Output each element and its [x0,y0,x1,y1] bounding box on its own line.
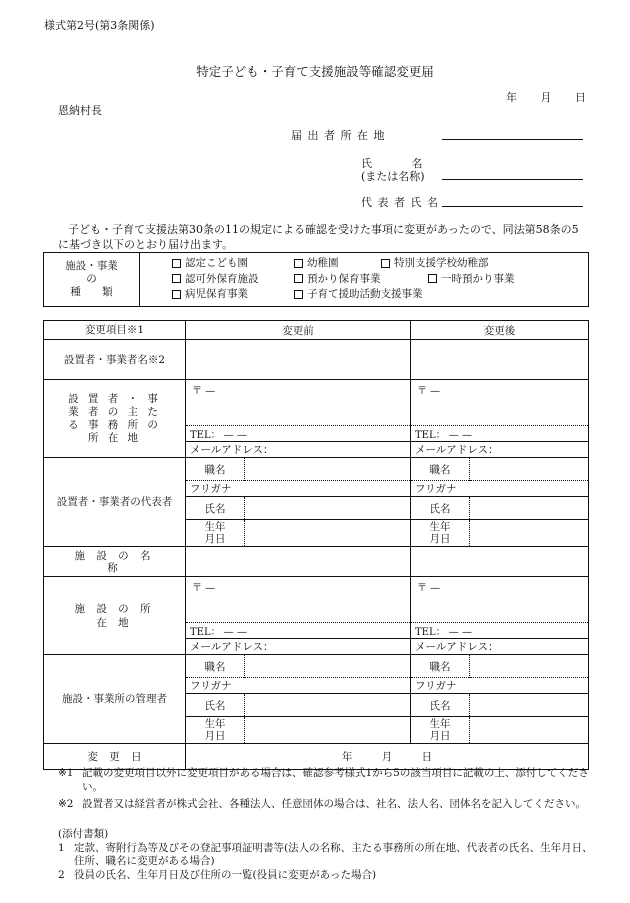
dob-label-1: 生年 [204,521,226,533]
postal-code-field[interactable]: 〒 — [192,583,216,594]
option-tokubetsu-shien[interactable] [381,256,489,272]
representative-before[interactable] [186,458,411,547]
checkbox-icon[interactable] [172,274,181,283]
change-date-field[interactable]: 年 月 日 [186,744,589,770]
option-ichiji-azukari[interactable] [428,272,515,288]
dob-label-2: 月日 [429,533,451,545]
operator-name-after[interactable] [411,340,589,380]
manager-after[interactable] [411,655,589,744]
note-text: 記載の変更項目以外に変更項目がある場合は、確認参考様式1から5の該当項目に記載の上、添付してください。 [82,767,589,793]
name-field[interactable] [245,497,411,520]
option-byouji-hoiku[interactable] [172,287,294,303]
email-field[interactable]: メールアドレス： [411,442,588,458]
option-label: 幼稚園 [307,257,339,269]
name-field[interactable] [470,694,589,717]
dob-field[interactable] [470,717,589,744]
postal-code-field[interactable]: 〒 — [417,386,441,397]
dob-label [411,520,470,547]
representative-field[interactable] [442,206,583,207]
option-label: 病児保育事業 [185,288,248,300]
filer-address-label: 届 出 者 所 在 地 [291,129,386,142]
manager-before[interactable] [186,655,411,744]
note-2 [58,797,598,811]
facility-name-before[interactable] [186,547,411,577]
facility-type-label-2: の [86,272,97,285]
facility-type-table [43,252,589,307]
title-field[interactable] [245,458,411,481]
facility-type-label-1: 施設・事業 [65,259,118,272]
option-label: 認可外保育施設 [185,272,259,285]
dob-label-1: 生年 [429,521,451,533]
name-field[interactable] [470,497,589,520]
dob-field[interactable] [470,520,589,547]
attachment-number: 1 [58,841,65,854]
tel-field[interactable]: TEL： — — [186,623,410,639]
attachment-number: 2 [58,868,65,881]
dob-field[interactable] [245,520,411,547]
dob-label-2: 月日 [429,730,451,742]
note-text: 設置者又は経営者が株式会社、各種法人、任意団体の場合は、社名、法人名、団体名を記入してください。 [82,798,586,810]
note-marker: ※2 [58,798,74,810]
option-label: 預かり保育事業 [307,272,381,285]
option-azukari-hoiku[interactable] [294,272,428,288]
kana-label: フリガナ [411,481,470,497]
facility-address-after[interactable] [411,577,589,655]
filer-name-sublabel: (または名称) [361,170,425,183]
checkbox-icon[interactable] [172,259,181,268]
title-label: 職名 [186,655,245,678]
option-youchien[interactable] [294,256,381,272]
dob-label [186,520,245,547]
tel-field[interactable]: TEL： — — [411,426,588,442]
notes [58,766,598,814]
facility-type-options [140,253,589,307]
option-label: 認定こども園 [185,257,248,269]
title-field[interactable] [245,655,411,678]
note-1 [58,766,598,794]
name-label: 氏名 [411,694,470,717]
attachment-text: 役員の氏名、生年月日及び住所の一覧(役員に変更があった場合) [74,868,377,881]
row-label-operator-name: 設置者・事業者名※2 [44,340,186,380]
filer-address-field[interactable] [442,139,583,140]
row-label-representative: 設置者・事業者の代表者 [44,458,186,547]
option-nintei-kodomoen[interactable] [172,256,294,272]
submission-date[interactable]: 年 月 日 [506,91,586,104]
facility-type-label [44,253,140,307]
option-kosodate-enjo[interactable] [294,287,423,303]
checkbox-icon[interactable] [294,274,303,283]
checkbox-icon[interactable] [381,259,390,268]
attachment-item-2 [58,869,603,883]
facility-address-before[interactable] [186,577,411,655]
dob-label-1: 生年 [429,718,451,730]
office-address-before[interactable] [186,380,411,458]
row-label-office-address: 設 置 者 ・ 事 業 者 の 主 た る 事 務 所 の 所 在 地 [44,380,186,458]
name-label: 氏名 [411,497,470,520]
option-label: 一時預かり事業 [441,272,515,285]
kana-label: フリガナ [186,481,245,497]
dob-field[interactable] [245,717,411,744]
form-number: 様式第2号(第3条関係) [44,19,155,32]
kana-field[interactable] [470,481,589,497]
kana-field[interactable] [245,678,411,694]
kana-label: フリガナ [186,678,245,694]
lead-text: 子ども・子育て支援法第30条の11の規定による確認を受けた事項に変更があったので、同法第58条の5に基づき以下のとおり届け出ます。 [58,223,579,251]
header-change-item: 変更項目※1 [44,321,186,340]
kana-field[interactable] [470,678,589,694]
email-field[interactable]: メールアドレス： [186,639,410,655]
row-label-facility-address: 施 設 の 所 在 地 [44,577,186,655]
kana-label: フリガナ [411,678,470,694]
note-marker: ※1 [58,767,74,779]
title-label: 職名 [411,458,470,481]
operator-name-before[interactable] [186,340,411,380]
dob-label-2: 月日 [204,730,226,742]
row-label-manager: 施設・事業所の管理者 [44,655,186,744]
checkbox-icon[interactable] [428,274,437,283]
filer-name-field[interactable] [442,179,583,180]
title-label: 職名 [411,655,470,678]
representative-label: 代 表 者 氏 名 [361,196,439,209]
row-label-facility-name: 施 設 の 名 称 [44,547,186,577]
tel-field[interactable]: TEL： — — [186,426,410,442]
postal-code-field[interactable]: 〒 — [192,386,216,397]
tel-field[interactable]: TEL： — — [411,623,588,639]
title-field[interactable] [470,458,589,481]
option-ninkagai[interactable] [172,272,294,288]
checkbox-icon[interactable] [294,290,303,299]
dob-label-2: 月日 [204,533,226,545]
dob-label [186,717,245,744]
option-label: 子育て援助活動支援事業 [307,288,423,300]
email-field[interactable]: メールアドレス： [186,442,410,458]
dob-label [411,717,470,744]
name-label: 氏名 [186,497,245,520]
title-field[interactable] [470,655,589,678]
dob-label-1: 生年 [204,718,226,730]
addressee: 恩納村長 [58,104,102,117]
form-title: 特定子ども・子育て支援施設等確認変更届 [196,64,434,79]
facility-name-after[interactable] [411,547,589,577]
name-label: 氏名 [186,694,245,717]
attachment-item-1 [58,842,603,869]
office-address-after[interactable] [411,380,589,458]
facility-type-label-3: 種 類 [70,285,113,298]
postal-code-field[interactable]: 〒 — [417,583,441,594]
row-label-change-date: 変 更 日 [44,744,186,770]
attachment-text: 定款、寄附行為等及びその登記事項証明書等(法人の名称、主たる事務所の所在地、代表者の氏名、生年月日、住所、職名に変更がある場合) [74,841,593,867]
option-label: 特別支援学校幼稚部 [394,257,489,269]
name-field[interactable] [245,694,411,717]
representative-after[interactable] [411,458,589,547]
attachments [58,828,603,882]
header-before: 変更前 [186,321,411,340]
email-field[interactable]: メールアドレス： [411,639,588,655]
header-after: 変更後 [411,321,589,340]
attachments-heading: (添付書類) [58,828,109,840]
title-label: 職名 [186,458,245,481]
filer-name-label: 氏 名 [361,157,424,170]
kana-field[interactable] [245,481,411,497]
change-table [43,320,589,770]
checkbox-icon[interactable] [172,290,181,299]
checkbox-icon[interactable] [294,259,303,268]
